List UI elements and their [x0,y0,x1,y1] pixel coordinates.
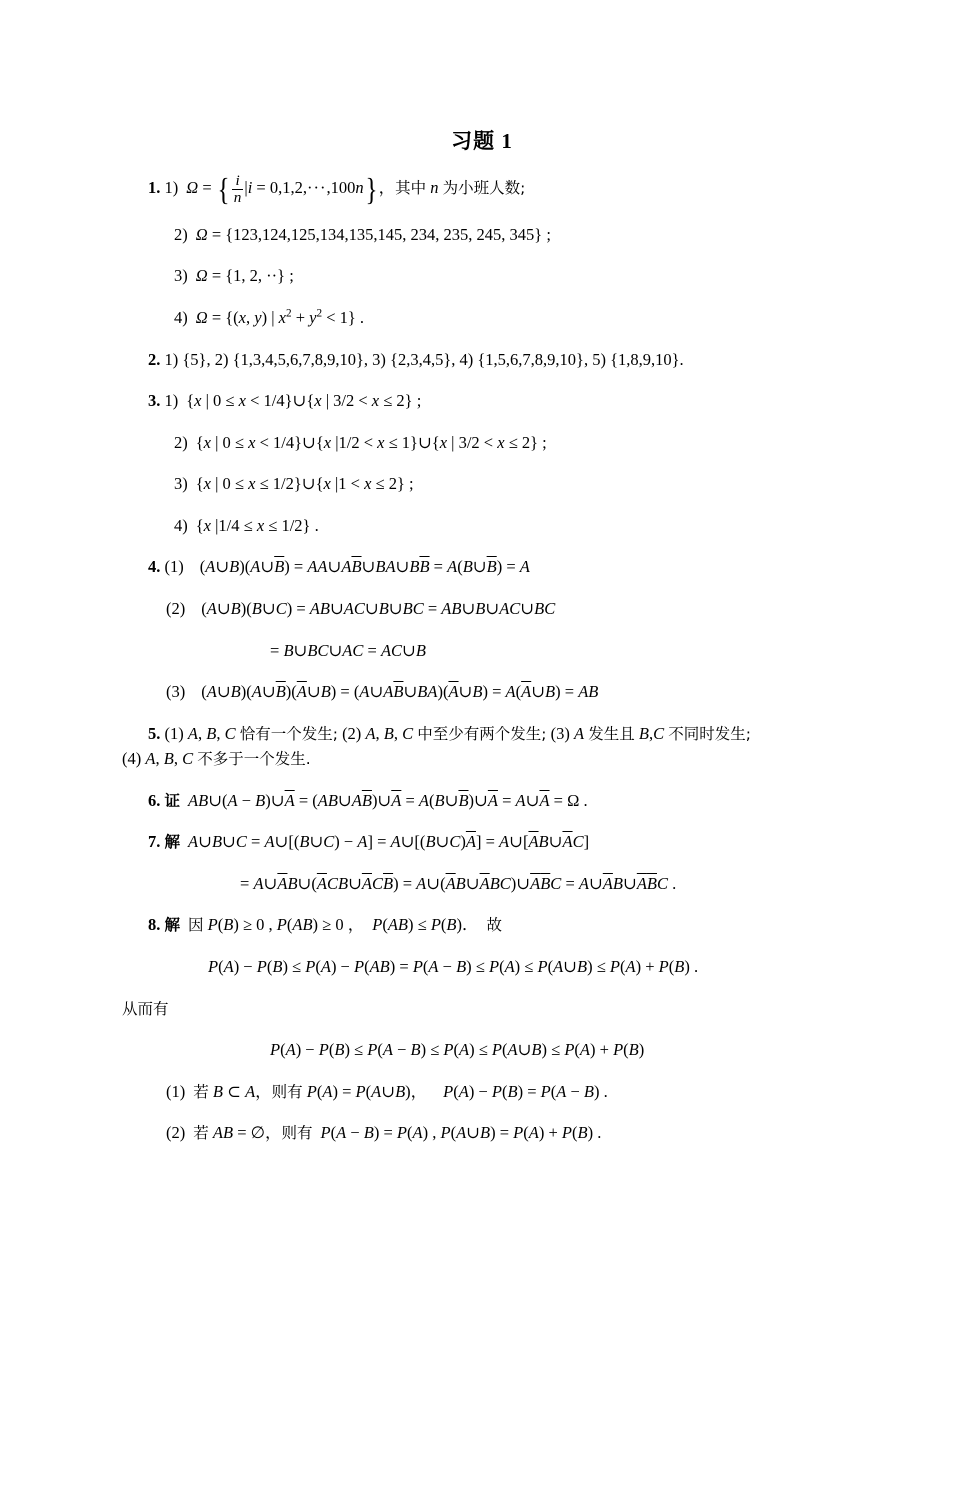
answer-item-5: 5. (1) A, B, C 恰有一个发生; (2) A, B, C 中至少有两个发生; (3) A 发生且 B,C 不同时发生; (4) A, B, C 不多于一个发生. [122,723,751,769]
page-title: 习题 1 [451,129,513,153]
document-body [122,171,814,1146]
answer-item-4-part-2: (2) (A∪B)(B∪C) = AB∪AC∪B∪BC = AB∪B∪AC∪BC [166,598,556,618]
answer-item-1-part-2: 2) Ω = {123,124,125,134,135,145, 234, 235, 245, 345} ; [174,224,551,244]
answer-item-3-part-2: 2) {x | 0 ≤ x < 1/4}∪{x |1/2 < x ≤ 1}∪{x | 3/2 < x ≤ 2} ; [174,432,547,452]
answer-item-6: 6. 证 AB∪(A − $B)\cup\overline{A}$ = $(AB\cup A\overline{B})\cup\overline{A}$ = $A(B\cup\overline{B})\cup\overline{A}$ = $A\cup\overline{A} = \Omega$ . [148,790,588,810]
answer-item-8-line-2: P(A) − P(B) ≤ P(A) − P(AB) = P(A − B) ≤ P(A) ≤ P(A∪B) ≤ P(A) + P(B) . [208,957,699,976]
answer-item-8-part-2: (2) 若 AB = ∅，则有 P(A − B) = P(A) , P(A∪B) = P(A) + P(B) . [166,1123,602,1143]
answer-item-4-part-1: 4. (1) $(A\cup B)(A\cup\overline{B})$ = $AA\cup A\overline{B}\cup BA\cup B\overline{B}$ = $A(B\cup\overline{B}) = A$ [148,557,530,577]
document-page [0,125,964,1488]
answer-item-1-part-4: 4) Ω = {(x, y) | $x^2 + y^2 < 1$} . [174,307,365,327]
answer-item-4-part-3: (3) $(A\cup B)(A\cup\overline{B})(\overline{A}\cup B)$ = $(A\cup A\overline{B}\cup BA)(\overline{A}\cup B)$ = $A(\overline{A}\cup B)$ = AB [166,682,599,702]
answer-item-7-line-2: = $A\cup\overline{A}B\cup(\overline{A}CB\cup\overline{A}C\overline{B})$ = $A\cup(\overline{A}B\cup\overline{A}BC)\cup\overline{A}\overline{B}C$ = $A\cup\overline{A}B\cup\overline{A}\overline{B}C$ . [240,873,677,893]
answer-item-2: 2. 1) {5}, 2) {1,3,4,5,6,7,8,9,10}, 3) {2,3,4,5}, 4) {1,5,6,7,8,9,10}, 5) {1,8,9,10}. [148,349,684,369]
answer-item-1-part-3: 3) Ω = {1, 2, ··} ; [174,266,294,286]
answer-item-3-part-3: 3) {x | 0 ≤ x ≤ 1/2}∪{x |1 < x ≤ 2} ; [174,474,414,494]
answer-item-1-part-1: 1. 1) Ω = { $\frac{i}{n}$ |i = 0,1,2,···,100n}，其中 n 为小班人数; [148,171,526,207]
answer-item-3-part-1: 3. 1) {x | 0 ≤ x < 1/4}∪{x | 3/2 < x ≤ 2} ; [148,391,422,411]
answer-item-7-line-1: 7. 解 A∪B∪C = A∪[(B∪C) − $A] = A\cup[(B\cup C)\overline{A}]$ = $A\cup[\overline{A}B\cup\overline{A}C]$ [148,832,590,852]
answer-item-8-part-1: (1) 若 B ⊂ A，则有 P(A) = P(A∪B)， P(A) − P(B) = P(A − B) . [166,1081,608,1101]
answer-item-4-part-2-cont: = B∪BC∪AC = AC∪B [270,640,426,660]
answer-item-8-line-1: 8. 解 因 P(B) ≥ 0 , P(AB) ≥ 0 ， P(AB) ≤ P(B)． 故 [148,915,503,935]
answer-item-8-line-3: 从而有 [122,999,169,1018]
answer-item-3-part-4: 4) {x |1/4 ≤ x ≤ 1/2} . [174,515,319,535]
answer-item-8-line-4: P(A) − P(B) ≤ P(A − B) ≤ P(A) ≤ P(A∪B) ≤ P(A) + P(B) [270,1040,645,1060]
